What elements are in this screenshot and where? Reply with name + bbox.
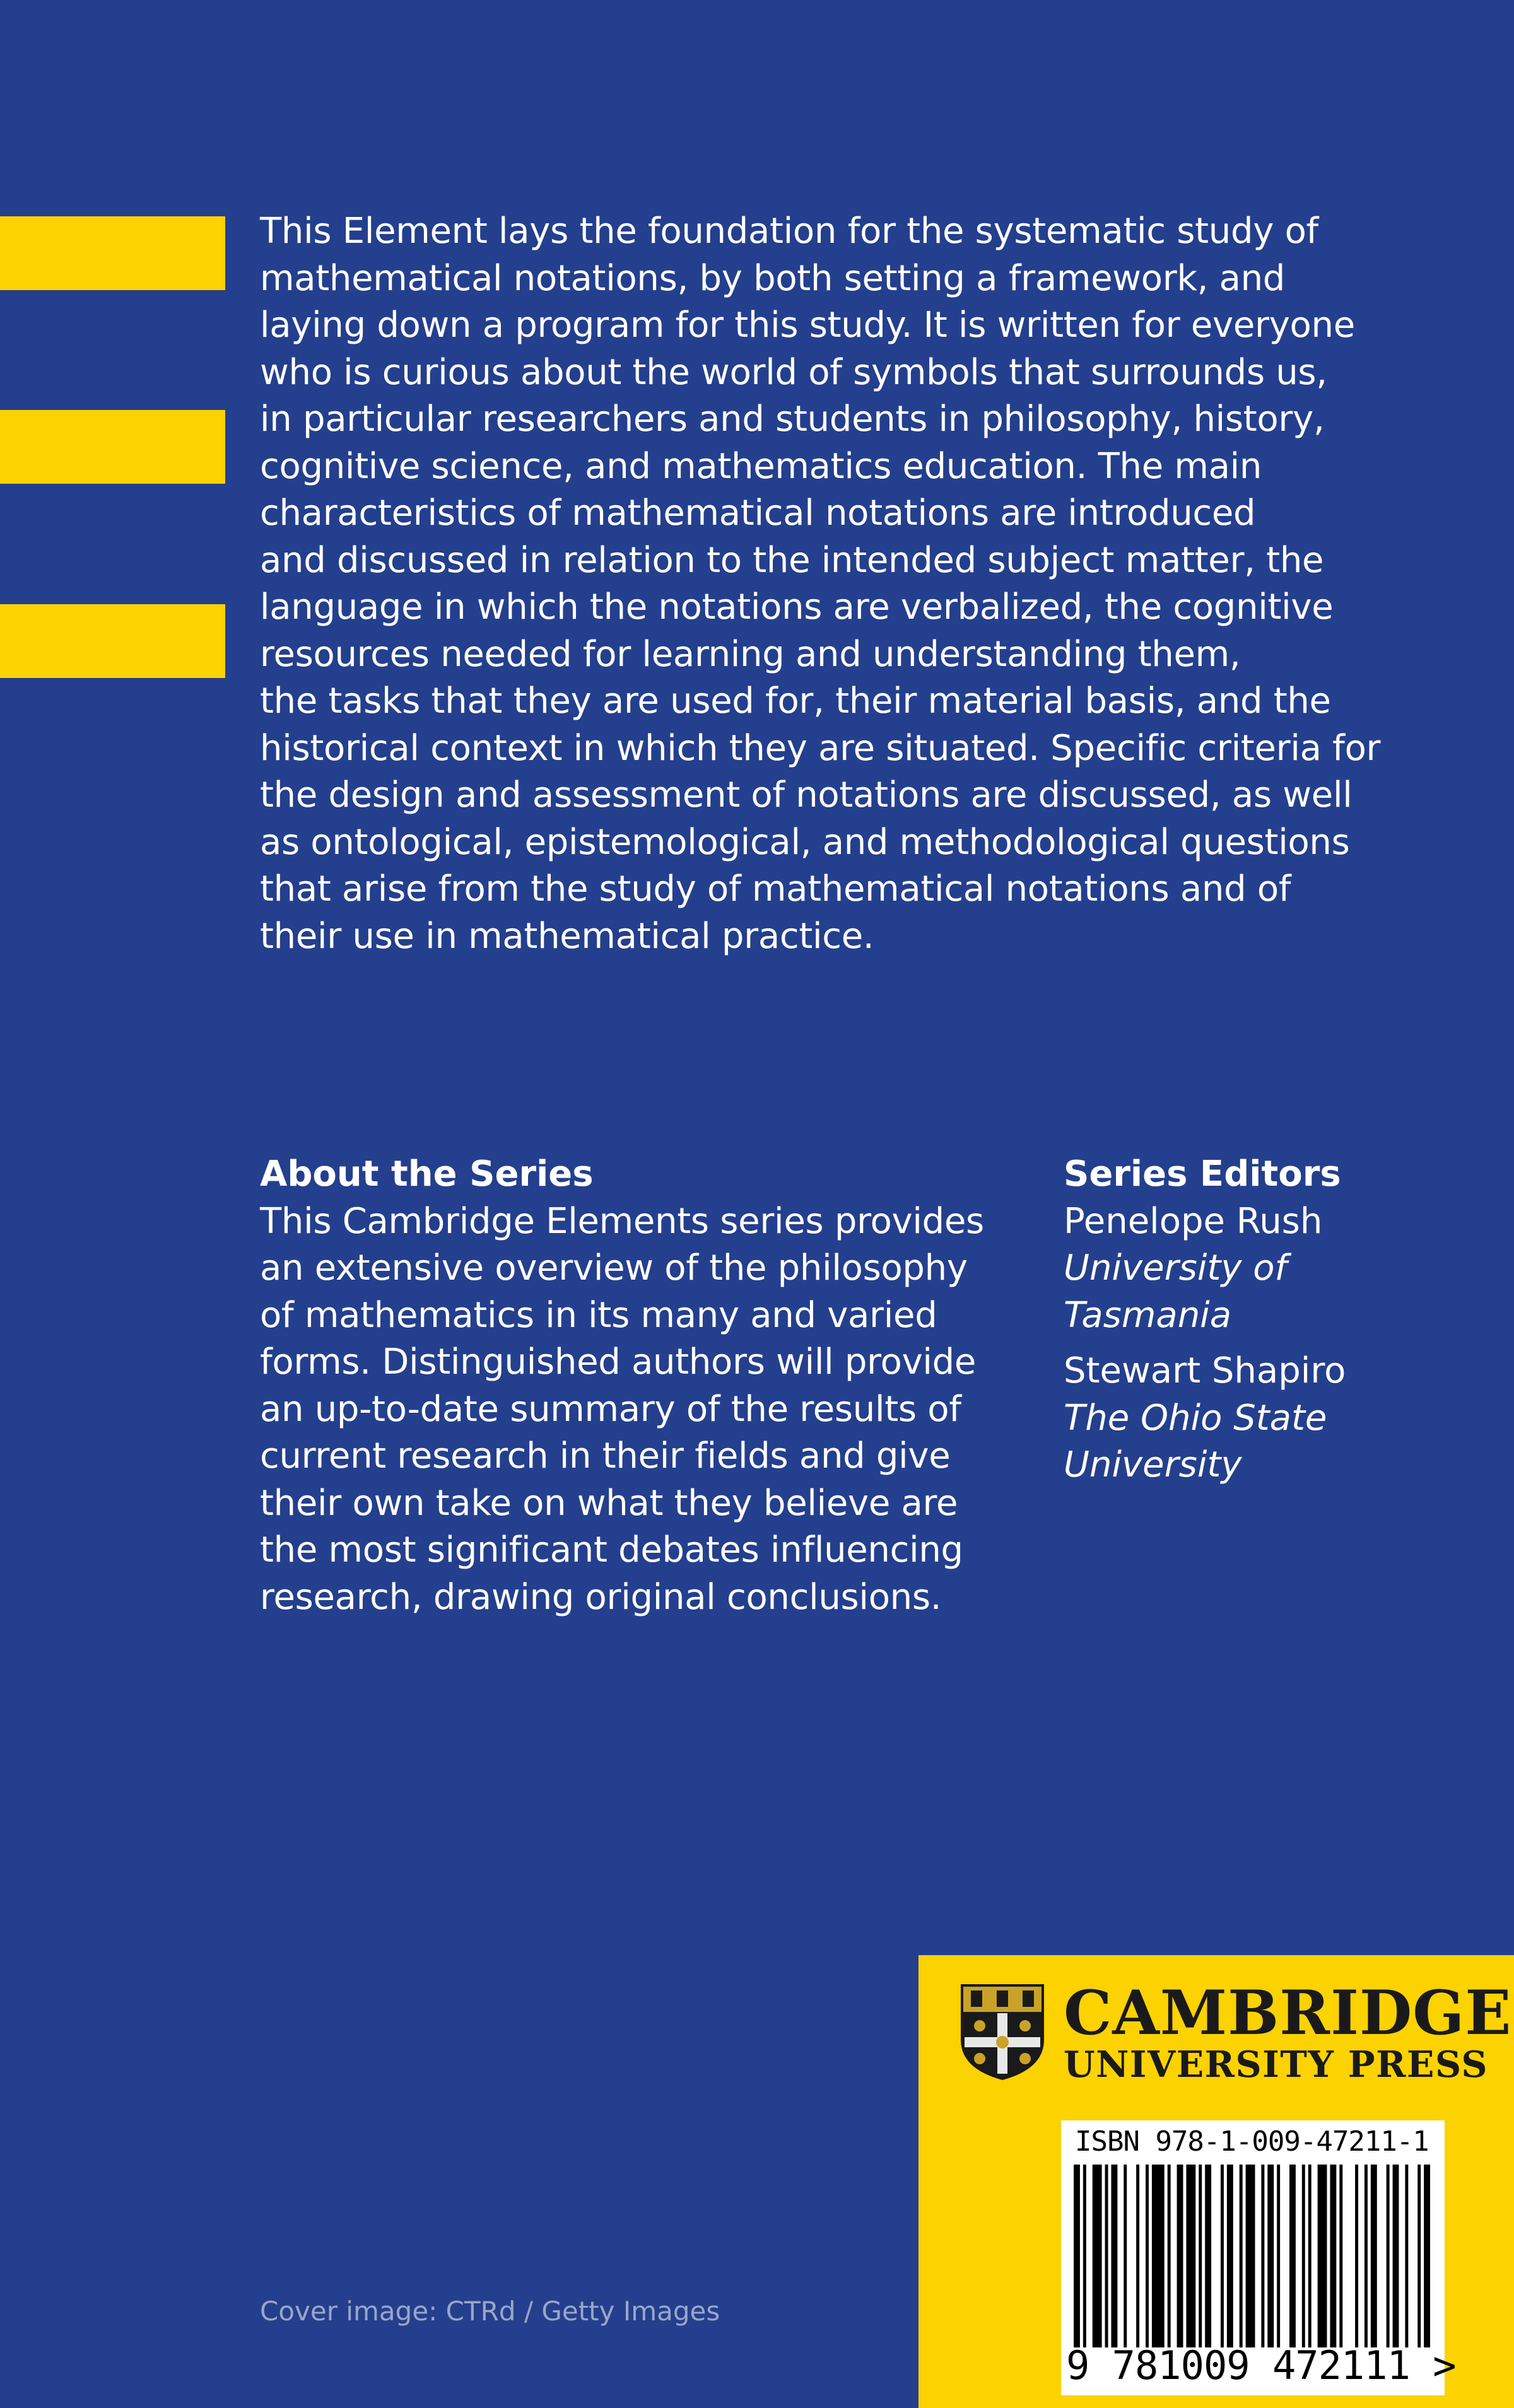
barcode-digits: 9 781009 472111 > bbox=[1066, 2342, 1456, 2388]
series-editors-section bbox=[1064, 1151, 1467, 1498]
editor-entry bbox=[1064, 1348, 1467, 1489]
about-series-section bbox=[260, 1151, 1017, 1621]
isbn-barcode bbox=[1061, 2120, 1456, 2395]
yellow-stripe-bottom bbox=[0, 604, 225, 678]
about-series-heading: About the Series bbox=[260, 1154, 594, 1195]
publisher-name bbox=[1064, 1977, 1512, 2086]
book-blurb: This Element lays the foundation for the systematic study of mathematical notations, by both setting a framework, and laying down a program for this study. It is written for everyone who is curious about the world of symbols that surrounds us, in particular researchers and students in philosophy, history, cognitive science, and mathematics education. The main characteristics of mathematical notations are introduced and discussed in relation to the intended subject matter, the language in which the notations are verbalized, the cognitive resources needed for learning and understanding them, the tasks that they are used for, their material basis, and the historical context in which they are situated. Specific criteria for the design and assessment of notations are discussed, as well as ontological, epistemological, and methodological questions that arise from the study of mathematical notations and of their use in mathematical practice. bbox=[260, 211, 1381, 957]
yellow-stripe-middle bbox=[0, 410, 225, 484]
yellow-stripe-top bbox=[0, 216, 225, 290]
barcode-bars bbox=[1074, 2165, 1433, 2347]
editor-name: Stewart Shapiro bbox=[1064, 1350, 1346, 1391]
about-series-text: This Cambridge Elements series provides an extensive overview of the philosophy of mathematics in its many and varied forms. Distinguished authors will provide an up-to-date summary of the results of current research in their fields and give their own take on what they believe are the most significant debates influencing research, drawing original conclusions. bbox=[260, 1200, 984, 1618]
editor-affiliation: University of Tasmania bbox=[1064, 1248, 1288, 1336]
publisher-name-line2: UNIVERSITY PRESS bbox=[1064, 2043, 1489, 2086]
cambridge-shield-icon bbox=[958, 1982, 1047, 2083]
editor-entry bbox=[1064, 1198, 1467, 1340]
cover-image-credit: Cover image: CTRd / Getty Images bbox=[260, 2296, 720, 2327]
editor-affiliation: The Ohio State University bbox=[1064, 1397, 1327, 1485]
editor-name: Penelope Rush bbox=[1064, 1200, 1323, 1242]
publisher-name-line1: CAMBRIDGE bbox=[1064, 1977, 1512, 2049]
isbn-label: ISBN 978-1-009-47211-1 bbox=[1075, 2125, 1429, 2158]
series-editors-heading: Series Editors bbox=[1064, 1154, 1341, 1195]
publisher-panel bbox=[918, 1955, 1514, 2408]
